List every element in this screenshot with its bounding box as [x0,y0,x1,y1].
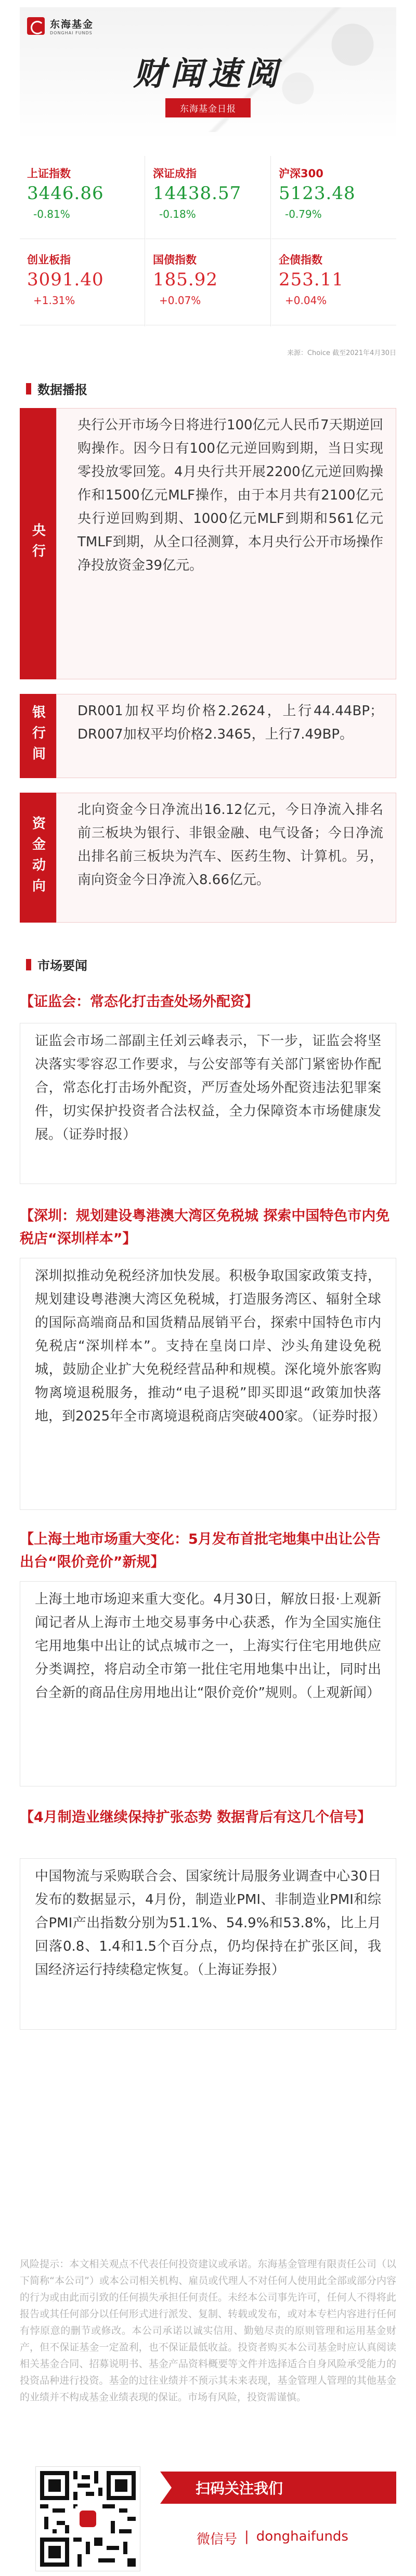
section-header-market [26,955,87,974]
section-title: 数据播报 [37,383,87,397]
news-body: 深圳拟推动免税经济加快发展。积极争取国家政策支持，规划建设粤港澳大湾区免税城，打造服务湾区、辐射全球的国际高端商品和国货精品展销平台，探索中国特色市内免税店“深圳样本”。支持在皇岗口岸、沙头角建设免税城，鼓励企业扩大免税经营品种和规模。深化境外旅客购物离境退税服务，推动“电子退税”即买即退“政策加快落地，到2025年全市离境退税商店突破400家。（证券时报） [20,1258,396,1510]
index-value: 3446.86 [27,183,104,204]
index-card [20,242,145,325]
follow-banner: 扫码关注我们 [160,2472,396,2504]
data-item-text: 央行公开市场今日将进行100亿元人民币7天期逆回购操作。因今日有100亿元逆回购到期，当日实现零投放零回笼。4月央行共开展2200亿元逆回购操作和1500亿元MLF操作，由于本月共有2100亿元央行逆回购到期、1000亿元MLF到期和561亿元TMLF到期，从全口径测算，本月央行公开市场操作净投放资金39亿元。 [56,408,396,679]
data-item-label: 银行间 [20,694,56,778]
logo-name: 东海基金 [50,19,94,30]
news-title: 【上海土地市场重大变化：5月发布首批宅地集中出让公告 出台“限价竞价”新规】 [20,1531,381,1570]
logo-icon [27,17,45,35]
index-name: 国债指数 [153,254,197,266]
section-header-data [26,379,87,398]
page-subtitle: 东海基金日报 [165,98,251,117]
footer [20,2466,396,2570]
index-change: -0.18% [159,208,196,220]
index-value: 185.92 [153,269,218,290]
index-name: 深证成指 [153,167,197,180]
index-change: -0.79% [285,208,322,220]
news-title: 【证监会：常态化打击查处场外配资】 [20,994,258,1010]
data-item-text: DR001加权平均价格2.2624，上行44.44BP；DR007加权平均价格2.3465，上行7.49BP。 [56,694,396,778]
data-item [20,793,396,923]
index-change: +1.31% [33,294,75,307]
divider [270,156,271,326]
index-value: 253.11 [279,269,344,290]
index-name: 沪深300 [279,167,323,180]
data-source: 来源：Choice 截至2021年4月30日 [287,349,396,357]
data-item-text: 北向资金今日净流出16.12亿元，今日净流入排名前三板块为银行、非银金融、电气设备；今日净流出排名前三板块为汽车、医药生物、计算机。另，南向资金今日净流入8.66亿元。 [56,793,396,923]
index-card [146,242,270,325]
data-item-label: 央行 [20,408,56,679]
data-item-label: 资金动向 [20,793,56,923]
data-item [20,694,396,778]
index-card [20,156,145,239]
index-name: 创业板指 [27,254,71,266]
data-item [20,408,396,679]
index-change: +0.04% [285,294,327,307]
section-marker-icon [26,959,31,970]
index-card [271,156,396,239]
disclaimer: 风险提示：本文相关观点不代表任何投资建议或承诺。东海基金管理有限责任公司（以下简称“本公司”）或本公司相关机构、雇员或代理人不对任何人使用此全部或部分内容的行为或由此而引致的任何损失承担任何责任。未经本公司事先许可，任何人不得将此报告或其任何部分以任何形式进行派发、复制、转载或发布，或对本专栏内容进行任何有悖原意的删节或修改。本公司承诺以诚实信用、勤勉尽责的原则管理和运用基金财产，但不保证基金一定盈利，也不保证最低收益。投资者购买本公司基金时应认真阅读相关基金合同、招募说明书、基金产品资料概要等文件并选择适合自身风险承受能力的投资品种进行投资。基金的过往业绩并不预示其未来表现，基金管理人管理的其他基金的业绩并不构成基金业绩表现的保证。市场有风险，投资需谨慎。 [20,2258,396,2403]
wechat-label: 微信号 [197,2532,238,2547]
index-value: 5123.48 [279,183,356,204]
index-value: 14438.57 [153,183,242,204]
index-name: 上证指数 [27,167,71,180]
wechat-id: donghaifunds [256,2529,348,2544]
header-banner [20,7,396,140]
news-title: 【4月制造业继续保持扩张态势 数据背后有这几个信号】 [20,1809,372,1825]
news-body: 上海土地市场迎来重大变化。4月30日，解放日报·上观新闻记者从上海市土地交易事务中心获悉，作为全国实施住宅用地集中出让的试点城市之一，上海实行住宅用地供应分类调控，将启动全市第一批住宅用地集中出让，同时出台全新的商品住房用地出让“限价竞价”规则。（上观新闻） [20,1581,396,1786]
index-change: +0.07% [159,294,201,307]
section-title: 市场要闻 [37,958,87,973]
news-title: 【深圳：规划建设粤港澳大湾区免税城 探索中国特色市内免税店“深圳样本”】 [20,1208,390,1247]
qr-code-icon [35,2466,140,2571]
news-body: 中国物流与采购联合会、国家统计局服务业调查中心30日发布的数据显示，4月份，制造业PMI、非制造业PMI和综合PMI产出指数分别为51.1%、54.9%和53.8%，比上月回落0.8、1.4和1.5个百分点，仍均保持在扩张区间，我国经济运行持续稳定恢复。（上海证券报） [20,1858,396,2030]
page-title: 财闻速阅 [133,55,283,93]
index-change: -0.81% [33,208,70,220]
index-value: 3091.40 [27,269,104,290]
index-grid [20,156,396,326]
section-marker-icon [26,383,31,395]
index-name: 企债指数 [279,254,322,266]
index-card [271,242,396,325]
logo-name-en: DONGHAI FUNDS [50,31,93,35]
index-card [146,156,270,239]
logo [27,17,94,35]
wechat-info [197,2529,348,2548]
news-body: 证监会市场二部副主任刘云峰表示，下一步，证监会将坚决落实零容忍工作要求，与公安部等有关部门紧密协作配合，常态化打击场外配资，严厉查处场外配资违法犯罪案件，切实保护投资者合法权益，全力保障资本市场健康发展。（证券时报） [20,1023,396,1184]
qr-code-graphic [40,2471,136,2567]
wechat-separator: | [244,2529,249,2544]
